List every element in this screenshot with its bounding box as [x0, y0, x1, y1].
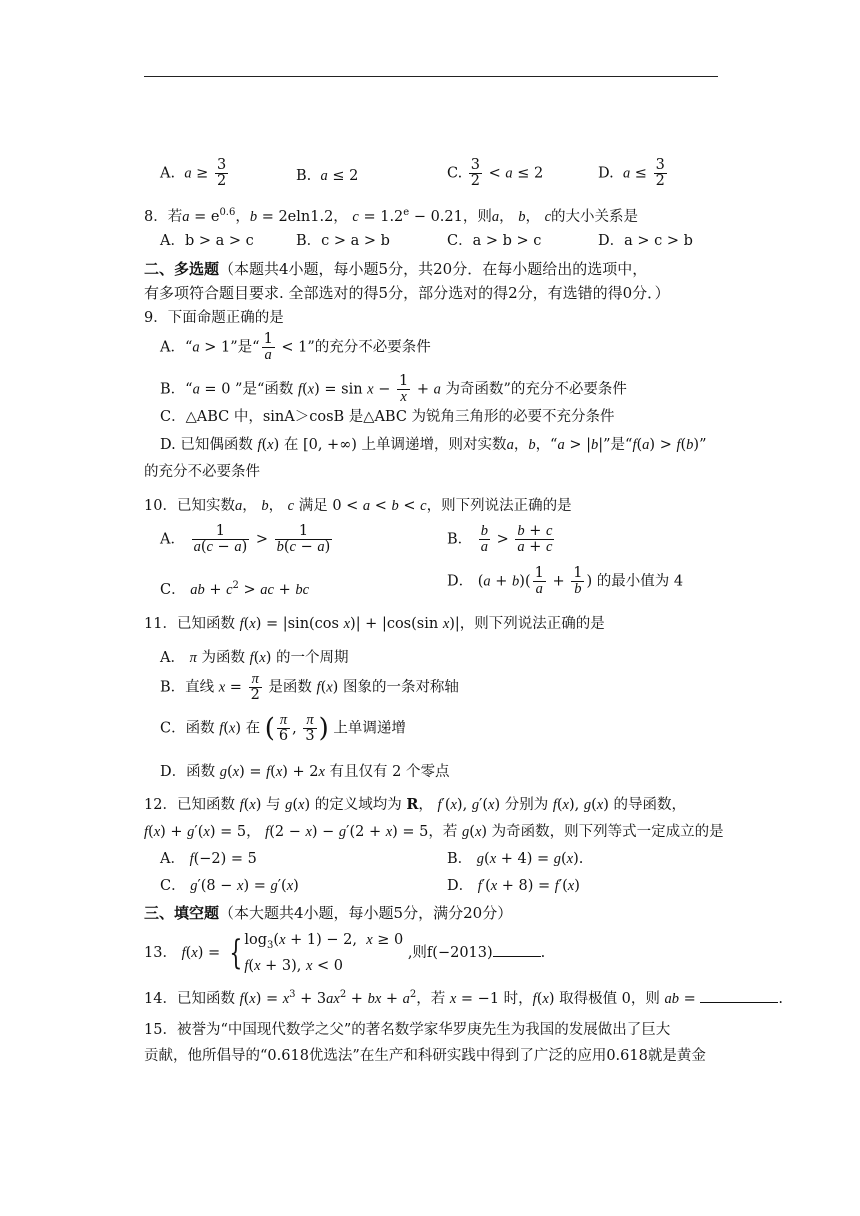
q15-line-2: 贡献，他所倡导的“0.618优选法”在生产和科研实践中得到了广泛的应用0.618就是黄金 [144, 1048, 706, 1064]
q9-option-d: D. 已知偶函数 f(x) 在 [0, +∞) 上单调递增，则对实数a，b，“a > |b|”是“f(a) > f(b)” [160, 437, 707, 453]
q12-option-b: B． g(x + 4) = g(x). [447, 851, 584, 867]
q11-option-d: D．函数 g(x) = f(x) + 2x 有且仅有 2 个零点 [160, 764, 450, 780]
q8-option-b: B．c > a > b [296, 233, 390, 249]
q8-option-d: D．a > c > b [598, 233, 693, 249]
q10-option-a: A． $\frac{1}{a(c - a)}$ > $\frac{1}{b(c - a)}$ [160, 523, 331, 556]
q12-option-c: C． g′(8 − x) = g′(x) [160, 878, 299, 894]
q11-option-c: C．函数 f(x) 在 ( $\frac{\pi}{6}$ , $\frac{\pi}{3}$ ) 上单调递增 [160, 712, 406, 745]
q11-option-b: B．直线 x = $\frac{\pi}{2}$ 是函数 f(x) 图象的一条对称轴 [160, 671, 459, 704]
q8-option-a: A．b > a > c [160, 233, 254, 249]
q14-stem: 14．已知函数 $f(x) = x^3 + 3ax^2$ + bx + $a^2$，若 x = −1 时，f(x) 取得极值 0，则 ab = . [144, 989, 784, 1007]
q9-option-d-cont: 的充分不必要条件 [144, 464, 260, 480]
section2-heading: 二、多选题（本题共4小题，每小题5分，共20分．在每小题给出的选项中， [144, 260, 648, 278]
q11-option-a: A． π 为函数 f(x) 的一个周期 [160, 650, 349, 666]
q15-line-1: 15．被誉为“中国现代数学之父”的著名数学家华罗庚先生为我国的发展做出了巨大 [144, 1022, 671, 1038]
q7-option-b: B. a ≤ 2 [296, 168, 359, 184]
q9-stem: 9．下面命题正确的是 [144, 310, 284, 326]
header-rule [144, 76, 718, 77]
q12-option-d: D． f′(x + 8) = f′(x) [447, 878, 580, 894]
q8-option-c: C．a > b > c [447, 233, 542, 249]
q7-option-d: D. a ≤ $\frac{3}{2}$ [598, 157, 665, 190]
q9-option-a: A．“a > 1”是“ $\frac{1}{a}$ < 1”的充分不必要条件 [160, 331, 431, 364]
q12-stem-2: f(x) + g′(x) = 5， f(2 − x) − g′(2 + x) = 5，若 g(x) 为奇函数，则下列等式一定成立的是 [144, 824, 724, 840]
q10-option-b: B． $\frac{b}{a}$ > $\frac{b + c}{a + c}$ [447, 523, 553, 556]
q7-option-a: A. a ≥ $\frac{3}{2}$ [160, 157, 227, 190]
q10-option-d: D． (a + b)( $\frac{1}{a}$ + $\frac{1}{b}$ ) 的最小值为 4 [447, 565, 684, 598]
q9-option-b: B．“a = 0 ”是“函数 f(x) = sin x − $\frac{1}{x}$ + a 为奇函数”的充分不必要条件 [160, 373, 627, 406]
section2-desc: 有多项符合题目要求. 全部选对的得5分，部分选对的得2分，有选错的得0分．） [144, 284, 670, 302]
q12-option-a: A． f(−2) = 5 [160, 851, 257, 867]
q8-stem: 8．若$a = e^{0.6}$，b = 2eln1.2， c = 1.2$^e$ − 0.21，则a， b， c的大小关系是 [144, 207, 639, 225]
q11-stem: 11．已知函数 f(x) = |sin(cos x)| + |cos(sin x)|，则下列说法正确的是 [144, 616, 605, 632]
q7-option-c: C. $\frac{3}{2}$ < a ≤ 2 [447, 157, 544, 190]
section3-heading: 三、填空题（本大题共4小题，每小题5分，满分20分） [144, 904, 513, 922]
q12-stem: 12．已知函数 f(x) 与 g(x) 的定义域均为 R， f′(x), g′(x) 分别为 f(x), g(x) 的导函数， [144, 796, 686, 813]
q10-stem: 10．已知实数a， b， c 满足 0 < a < b < c，则下列说法正确的是 [144, 498, 572, 514]
q10-option-c: C． ab + $c^2$ > ac + bc [160, 580, 310, 598]
q9-option-c: C．△ABC 中，sinA＞cosB 是△ABC 为锐角三角形的必要不充分条件 [160, 409, 615, 425]
q13-stem: 13． f(x) = { $\log_3(x + 1) - 2$, x ≥ 0 f(x + 3), x < 0 ,则f(−2013) . [144, 932, 546, 974]
